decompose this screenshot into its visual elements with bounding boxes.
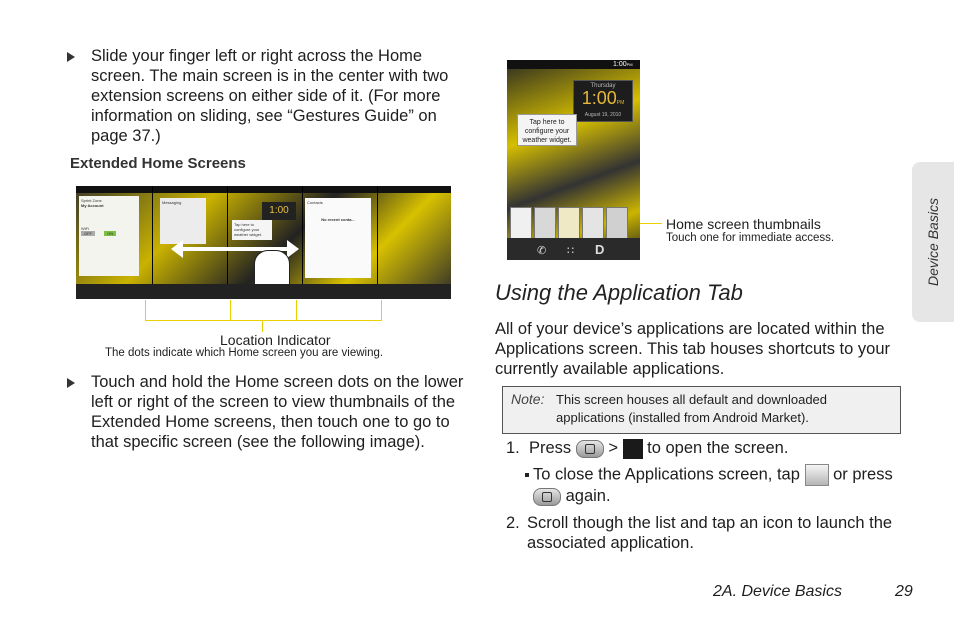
step-1-separator: > [608,439,618,457]
home-key-icon [576,440,604,458]
clock-date: August 19, 2010 [584,112,622,118]
step-1-text: to open the screen. [647,439,789,457]
footer-section: 2A. Device Basics [713,583,842,600]
bullet-text-thumbnails: Touch and hold the Home screen dots on the lower left or right of the screen to view thumbnails of the Extended Home screens, then touch one to go to that specific screen (see the following image). [91,373,464,451]
clock-day: Thursday [590,83,616,89]
sub-bullet [525,464,910,506]
note-box [502,386,901,434]
sprint-id-icon: D [595,242,605,257]
status-time: 1:00 [613,61,627,68]
bullet-arrow-icon [67,52,75,62]
gps-toggle: ON [104,231,116,236]
note-text: This screen houses all default and downloaded applications (installed from Android Market). [556,392,828,425]
step-1-number: 1. [506,439,520,457]
applications-tab-icon [623,439,643,459]
wifi-toggle: OFF [81,231,95,236]
weather-widget[interactable]: Tap here to configure your weather widget. [517,114,577,146]
footer-page-number: 29 [895,583,913,600]
square-bullet-icon [525,473,529,477]
mini-clock: 1:00 [262,202,296,220]
home-screen-thumbnail[interactable] [606,207,628,239]
section-heading: Extended Home Screens [70,155,246,172]
clock-time: 1:00 [581,88,617,108]
clock-widget [573,80,633,122]
home-tab-icon [805,464,829,486]
contacts-label: Contacts [307,200,323,205]
sub-bullet-pre: To close the Applications screen, tap [533,465,800,484]
home-thumbnails-figure [507,60,640,260]
home-screen-thumbnail[interactable] [510,207,532,239]
phone-icon: ✆ [537,245,547,257]
sprint-zone-label: Sprint Zone [81,198,102,203]
home-thumbnails-desc: Touch one for immediate access. [666,232,835,244]
bullet-text-swipe: Slide your finger left or right across the Home screen. The main screen is in the center with two extension screens on either side of it. (For more information on sliding, see “Gestures Guide” on page 37.) [91,47,449,145]
intro-paragraph: All of your device’s applications are located within the Applications screen. This tab houses shortcuts to your currently available applications. [495,320,890,378]
mini-weather-widget: Tap here to configure your weather widget. [232,220,272,240]
sub-bullet-post: again. [565,487,611,505]
step-1 [506,438,906,459]
page-heading: Using the Application Tab [495,280,743,305]
step-2-text: Scroll though the list and tap an icon to launch the associated application. [527,514,893,552]
no-recent-label: No recent conta... [321,217,355,222]
sub-bullet-mid: or press [833,465,893,484]
extended-home-screens-figure [76,186,451,299]
home-screen-thumbnail[interactable] [534,207,556,239]
home-screen-thumbnail[interactable] [582,207,604,239]
location-indicator-label: Location Indicator [220,332,331,348]
home-thumbnails-label: Home screen thumbnails [666,216,821,232]
clock-ampm: PM [616,100,625,106]
location-indicator-desc: The dots indicate which Home screen you are viewing. [105,347,384,359]
app-grid-icon: ∷ [567,245,574,257]
messaging-label: Messaging [162,200,182,205]
wifi-label: WiFi [81,226,89,231]
home-key-icon [533,488,561,506]
side-tab-label: Device Basics [925,198,941,286]
note-label: Note: [511,391,545,407]
side-tab [912,162,954,322]
home-screen-thumbnail[interactable] [558,207,580,239]
my-account-label: My Account [81,203,104,208]
status-ampm: PM [626,62,633,67]
step-2-number: 2. [506,514,520,532]
step-1-press: Press [528,439,572,457]
bullet-arrow-icon [67,378,75,388]
